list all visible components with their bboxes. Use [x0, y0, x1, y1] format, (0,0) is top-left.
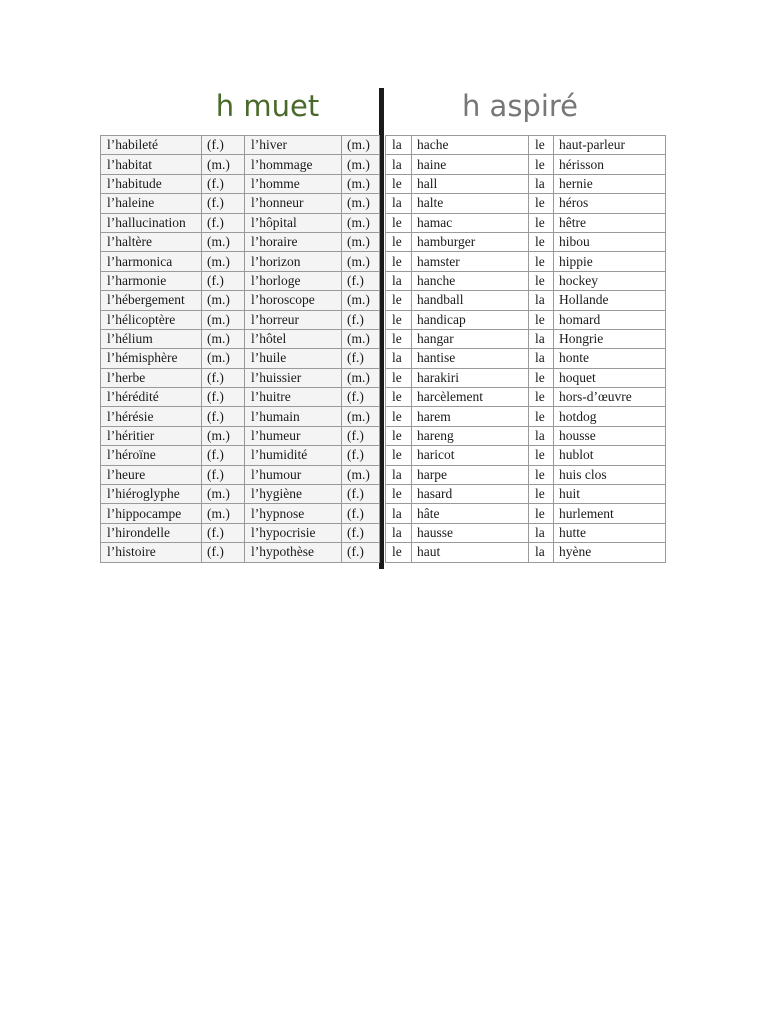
table-row — [101, 271, 380, 290]
article-cell: le — [529, 465, 554, 484]
table-row — [386, 252, 666, 271]
table-row — [386, 388, 666, 407]
article-cell: le — [386, 485, 412, 504]
gender-cell: (f.) — [342, 271, 380, 290]
table-row — [101, 485, 380, 504]
noun-cell: l’humidité — [245, 446, 342, 465]
article-cell: la — [529, 291, 554, 310]
gender-cell: (f.) — [202, 213, 245, 232]
gender-cell: (f.) — [202, 465, 245, 484]
article-cell: le — [386, 426, 412, 445]
gender-cell: (m.) — [342, 174, 380, 193]
noun-cell: l’hébergement — [101, 291, 202, 310]
table-row — [386, 543, 666, 562]
table-row — [386, 213, 666, 232]
gender-cell: (f.) — [202, 271, 245, 290]
noun-cell: hareng — [412, 426, 529, 445]
noun-cell: l’harmonie — [101, 271, 202, 290]
noun-cell: hockey — [554, 271, 666, 290]
gender-cell: (m.) — [202, 232, 245, 251]
gender-cell: (f.) — [202, 368, 245, 387]
table-row — [386, 310, 666, 329]
noun-cell: hors-d’œuvre — [554, 388, 666, 407]
noun-cell: Hongrie — [554, 329, 666, 348]
noun-cell: hibou — [554, 232, 666, 251]
heading-h-muet: h muet — [215, 89, 320, 123]
gender-cell: (f.) — [202, 523, 245, 542]
gender-cell: (m.) — [342, 232, 380, 251]
article-cell: la — [529, 174, 554, 193]
table-row — [101, 446, 380, 465]
gender-cell: (f.) — [342, 485, 380, 504]
table-row — [386, 155, 666, 174]
article-cell: le — [529, 407, 554, 426]
noun-cell: hêtre — [554, 213, 666, 232]
gender-cell: (f.) — [342, 523, 380, 542]
noun-cell: l’humour — [245, 465, 342, 484]
gender-cell: (f.) — [202, 446, 245, 465]
noun-cell: l’heure — [101, 465, 202, 484]
table-row — [101, 252, 380, 271]
gender-cell: (f.) — [342, 349, 380, 368]
noun-cell: housse — [554, 426, 666, 445]
article-cell: le — [529, 252, 554, 271]
noun-cell: l’horloge — [245, 271, 342, 290]
noun-cell: hanche — [412, 271, 529, 290]
table-row — [101, 368, 380, 387]
article-cell: le — [386, 368, 412, 387]
noun-cell: l’horaire — [245, 232, 342, 251]
noun-cell: l’hiver — [245, 136, 342, 155]
table-row — [101, 329, 380, 348]
noun-cell: hache — [412, 136, 529, 155]
article-cell: le — [386, 388, 412, 407]
noun-cell: l’habitat — [101, 155, 202, 174]
noun-cell: huis clos — [554, 465, 666, 484]
noun-cell: l’horoscope — [245, 291, 342, 310]
noun-cell: l’harmonica — [101, 252, 202, 271]
noun-cell: hasard — [412, 485, 529, 504]
table-row — [101, 523, 380, 542]
gender-cell: (m.) — [202, 155, 245, 174]
table-row — [386, 136, 666, 155]
noun-cell: l’hallucination — [101, 213, 202, 232]
gender-cell: (m.) — [342, 155, 380, 174]
gender-cell: (m.) — [342, 136, 380, 155]
noun-cell: l’herbe — [101, 368, 202, 387]
noun-cell: l’huissier — [245, 368, 342, 387]
noun-cell: l’huitre — [245, 388, 342, 407]
article-cell: le — [386, 310, 412, 329]
article-cell: la — [386, 155, 412, 174]
noun-cell: l’hirondelle — [101, 523, 202, 542]
noun-cell: l’hérédité — [101, 388, 202, 407]
noun-cell: l’hémisphère — [101, 349, 202, 368]
noun-cell: l’huile — [245, 349, 342, 368]
table-row — [386, 174, 666, 193]
table-row — [101, 232, 380, 251]
gender-cell: (m.) — [202, 504, 245, 523]
noun-cell: haricot — [412, 446, 529, 465]
noun-cell: l’hippocampe — [101, 504, 202, 523]
noun-cell: hamac — [412, 213, 529, 232]
noun-cell: hublot — [554, 446, 666, 465]
article-cell: la — [386, 194, 412, 213]
gender-cell: (m.) — [202, 485, 245, 504]
noun-cell: hamster — [412, 252, 529, 271]
noun-cell: hérisson — [554, 155, 666, 174]
table-row — [386, 271, 666, 290]
noun-cell: harpe — [412, 465, 529, 484]
gender-cell: (f.) — [202, 388, 245, 407]
table-row — [101, 310, 380, 329]
table-row — [386, 368, 666, 387]
noun-cell: l’histoire — [101, 543, 202, 562]
noun-cell: l’homme — [245, 174, 342, 193]
table-row — [386, 194, 666, 213]
gender-cell: (m.) — [342, 291, 380, 310]
gender-cell: (m.) — [202, 426, 245, 445]
gender-cell: (m.) — [342, 194, 380, 213]
article-cell: la — [529, 329, 554, 348]
article-cell: la — [386, 465, 412, 484]
noun-cell: harem — [412, 407, 529, 426]
noun-cell: halte — [412, 194, 529, 213]
table-row — [386, 291, 666, 310]
noun-cell: honte — [554, 349, 666, 368]
noun-cell: huit — [554, 485, 666, 504]
noun-cell: l’humeur — [245, 426, 342, 445]
table-row — [386, 232, 666, 251]
noun-cell: hantise — [412, 349, 529, 368]
article-cell: le — [529, 368, 554, 387]
article-cell: la — [529, 349, 554, 368]
article-cell: la — [386, 523, 412, 542]
article-cell: le — [529, 485, 554, 504]
article-cell: le — [529, 446, 554, 465]
noun-cell: l’hélium — [101, 329, 202, 348]
article-cell: le — [386, 446, 412, 465]
gender-cell: (f.) — [342, 388, 380, 407]
article-cell: la — [386, 136, 412, 155]
article-cell: le — [386, 407, 412, 426]
article-cell: le — [386, 174, 412, 193]
table-row — [101, 407, 380, 426]
gender-cell: (f.) — [202, 136, 245, 155]
article-cell: le — [386, 232, 412, 251]
noun-cell: hyène — [554, 543, 666, 562]
noun-cell: l’habitude — [101, 174, 202, 193]
gender-cell: (f.) — [202, 543, 245, 562]
noun-cell: hangar — [412, 329, 529, 348]
table-row — [101, 213, 380, 232]
noun-cell: l’horizon — [245, 252, 342, 271]
gender-cell: (m.) — [202, 291, 245, 310]
article-cell: le — [529, 310, 554, 329]
table-row — [386, 426, 666, 445]
article-cell: le — [386, 213, 412, 232]
table-row — [101, 349, 380, 368]
article-cell: le — [386, 252, 412, 271]
article-cell: le — [529, 213, 554, 232]
heading-h-aspire: h aspiré — [461, 89, 579, 123]
table-row — [101, 291, 380, 310]
table-row — [386, 329, 666, 348]
gender-cell: (f.) — [342, 543, 380, 562]
noun-cell: hippie — [554, 252, 666, 271]
article-cell: la — [386, 349, 412, 368]
gender-cell: (m.) — [342, 368, 380, 387]
gender-cell: (f.) — [202, 174, 245, 193]
gender-cell: (f.) — [342, 504, 380, 523]
table-row — [386, 349, 666, 368]
noun-cell: l’hôpital — [245, 213, 342, 232]
noun-cell: l’haleine — [101, 194, 202, 213]
noun-cell: hotdog — [554, 407, 666, 426]
noun-cell: l’hôtel — [245, 329, 342, 348]
gender-cell: (f.) — [342, 310, 380, 329]
h-muet-table — [100, 135, 380, 563]
gender-cell: (f.) — [202, 407, 245, 426]
table-row — [386, 446, 666, 465]
article-cell: la — [529, 426, 554, 445]
gender-cell: (m.) — [202, 310, 245, 329]
article-cell: la — [529, 523, 554, 542]
article-cell: le — [529, 136, 554, 155]
noun-cell: héros — [554, 194, 666, 213]
article-cell: le — [529, 155, 554, 174]
article-cell: le — [386, 543, 412, 562]
noun-cell: l’hygiène — [245, 485, 342, 504]
table-row — [386, 465, 666, 484]
noun-cell: handicap — [412, 310, 529, 329]
table-row — [386, 504, 666, 523]
noun-cell: l’hélicoptère — [101, 310, 202, 329]
table-row — [386, 485, 666, 504]
noun-cell: hoquet — [554, 368, 666, 387]
noun-cell: l’humain — [245, 407, 342, 426]
article-cell: le — [529, 271, 554, 290]
article-cell: la — [529, 543, 554, 562]
noun-cell: l’hérésie — [101, 407, 202, 426]
noun-cell: hamburger — [412, 232, 529, 251]
noun-cell: hernie — [554, 174, 666, 193]
noun-cell: hausse — [412, 523, 529, 542]
table-row — [101, 465, 380, 484]
noun-cell: l’hypnose — [245, 504, 342, 523]
noun-cell: l’haltère — [101, 232, 202, 251]
noun-cell: harcèlement — [412, 388, 529, 407]
table-row — [101, 194, 380, 213]
table-row — [101, 504, 380, 523]
article-cell: le — [529, 194, 554, 213]
gender-cell: (f.) — [202, 194, 245, 213]
noun-cell: l’héroïne — [101, 446, 202, 465]
table-row — [101, 174, 380, 193]
noun-cell: hâte — [412, 504, 529, 523]
table-row — [101, 388, 380, 407]
table-row — [101, 155, 380, 174]
article-cell: la — [386, 271, 412, 290]
table-row — [101, 543, 380, 562]
noun-cell: l’habileté — [101, 136, 202, 155]
noun-cell: haut-parleur — [554, 136, 666, 155]
noun-cell: haut — [412, 543, 529, 562]
table-row — [101, 136, 380, 155]
gender-cell: (f.) — [342, 426, 380, 445]
article-cell: le — [529, 504, 554, 523]
gender-cell: (f.) — [342, 446, 380, 465]
gender-cell: (m.) — [342, 213, 380, 232]
noun-cell: l’hiéroglyphe — [101, 485, 202, 504]
gender-cell: (m.) — [342, 252, 380, 271]
article-cell: le — [529, 232, 554, 251]
noun-cell: hurlement — [554, 504, 666, 523]
gender-cell: (m.) — [202, 252, 245, 271]
table-row — [101, 426, 380, 445]
noun-cell: hutte — [554, 523, 666, 542]
article-cell: la — [386, 504, 412, 523]
noun-cell: l’horreur — [245, 310, 342, 329]
table-row — [386, 523, 666, 542]
noun-cell: l’hypothèse — [245, 543, 342, 562]
gender-cell: (m.) — [202, 329, 245, 348]
article-cell: le — [529, 388, 554, 407]
noun-cell: l’honneur — [245, 194, 342, 213]
noun-cell: l’hommage — [245, 155, 342, 174]
noun-cell: homard — [554, 310, 666, 329]
gender-cell: (m.) — [202, 349, 245, 368]
article-cell: le — [386, 291, 412, 310]
noun-cell: haine — [412, 155, 529, 174]
gender-cell: (m.) — [342, 407, 380, 426]
noun-cell: hall — [412, 174, 529, 193]
noun-cell: handball — [412, 291, 529, 310]
gender-cell: (m.) — [342, 329, 380, 348]
noun-cell: l’héritier — [101, 426, 202, 445]
noun-cell: l’hypocrisie — [245, 523, 342, 542]
table-row — [386, 407, 666, 426]
article-cell: le — [386, 329, 412, 348]
noun-cell: Hollande — [554, 291, 666, 310]
gender-cell: (m.) — [342, 465, 380, 484]
h-aspire-table — [385, 135, 666, 563]
noun-cell: harakiri — [412, 368, 529, 387]
